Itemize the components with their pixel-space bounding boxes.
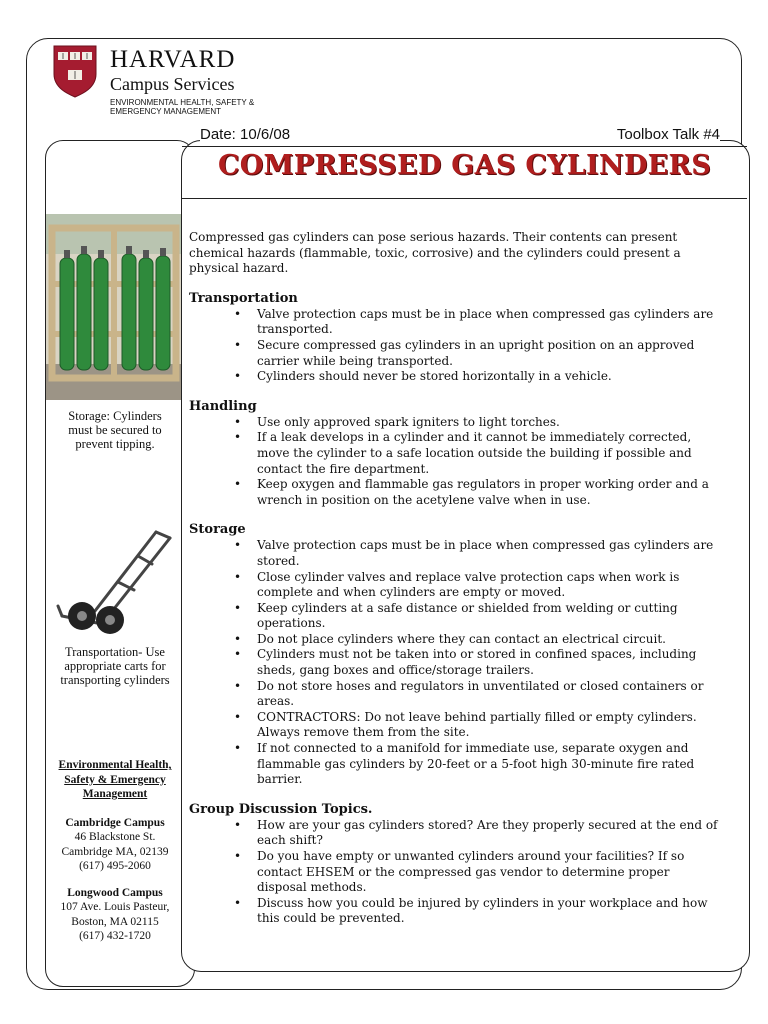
storage-photo-caption: Storage: Cylinders must be secured to prevent tipping. xyxy=(68,409,162,451)
harvard-shield-logo xyxy=(52,44,98,98)
list-item: • Do not store hoses and regulators in unventilated or closed containers or areas. xyxy=(257,679,719,710)
org-name: Environmental Health, Safety & Emergency Management xyxy=(58,759,172,800)
sections xyxy=(189,291,719,927)
body-text xyxy=(189,230,719,927)
campus-name-longwood: Longwood Campus xyxy=(67,886,163,899)
campus-phone-longwood[interactable]: (617) 432-1720 xyxy=(79,930,151,942)
list-item: • How are your gas cylinders stored? Are they properly secured at the end of each shift? xyxy=(257,818,719,849)
list-item: • CONTRACTORS: Do not leave behind partially filled or empty cylinders. Always remove them from the site. xyxy=(257,710,719,741)
list-item: • If a leak develops in a cylinder and it cannot be immediately corrected, move the cylinder to a safe location outside the building if possible and contact the fire department. xyxy=(257,430,719,477)
dept-line-2: EMERGENCY MANAGEMENT xyxy=(110,107,221,116)
section-list xyxy=(189,415,719,509)
list-item: • Discuss how you could be injured by cylinders in your workplace and how this could be prevented. xyxy=(257,896,719,927)
list-item: • Keep cylinders at a safe distance or shielded from welding or cutting operations. xyxy=(257,601,719,632)
brand-subtitle: Campus Services xyxy=(110,74,235,94)
contact-block xyxy=(48,758,182,944)
campus-city-cambridge: Cambridge MA, 02139 xyxy=(61,845,169,858)
list-item: • Use only approved spark igniters to light torches. xyxy=(257,415,719,431)
section-heading: Transportation xyxy=(189,290,298,306)
list-item: • Cylinders should never be stored horizontally in a vehicle. xyxy=(257,369,719,385)
section-heading: Group Discussion Topics. xyxy=(189,801,373,817)
section-heading: Storage xyxy=(189,522,246,538)
list-item: • Do not place cylinders where they can contact an electrical circuit. xyxy=(257,632,719,648)
brand-department xyxy=(110,98,254,116)
campus-phone-cambridge[interactable]: (617) 495-2060 xyxy=(79,860,151,872)
list-item: • Do you have empty or unwanted cylinders around your facilities? If so contact EHSEM or the compressed gas vendor to determine proper disposal methods. xyxy=(257,849,719,896)
brand-name: HARVARD xyxy=(110,46,236,73)
dept-line-1: ENVIRONMENTAL HEALTH, SAFETY & xyxy=(110,98,255,107)
list-item: • Valve protection caps must be in place when compressed gas cylinders are transported. xyxy=(257,307,719,338)
list-item: • Valve protection caps must be in place when compressed gas cylinders are stored. xyxy=(257,538,719,569)
campus-address-cambridge: 46 Blackstone St. xyxy=(74,831,156,843)
title-rule-bottom xyxy=(182,198,747,199)
cylinder-storage-photo xyxy=(46,214,182,400)
talk-number: Toolbox Talk #4 xyxy=(616,126,720,143)
cart-image-caption: Transportation- Use appropriate carts for transporting cylinders xyxy=(60,645,170,687)
campus-address-longwood: 107 Ave. Louis Pasteur, xyxy=(60,901,170,913)
cylinder-cart-image xyxy=(52,520,177,638)
section-list xyxy=(189,538,719,788)
section-list xyxy=(189,818,719,927)
section-heading: Handling xyxy=(189,398,257,414)
campus-name-cambridge: Cambridge Campus xyxy=(65,816,165,829)
list-item: • Secure compressed gas cylinders in an upright position on an approved carrier while being transported. xyxy=(257,338,719,369)
list-item: • Keep oxygen and flammable gas regulators in proper working order and a wrench in position on the acetylene valve when in use. xyxy=(257,477,719,508)
campus-city-longwood: Boston, MA 02115 xyxy=(71,915,159,928)
title-rule-top xyxy=(182,146,747,147)
intro-paragraph: Compressed gas cylinders can pose serious hazards. Their contents can present chemical hazards (flammable, toxic, corrosive) and the cylinders could present a physical hazard. xyxy=(189,230,681,276)
date-line xyxy=(200,126,720,146)
section-list xyxy=(189,307,719,385)
list-item: • If not connected to a manifold for immediate use, separate oxygen and flammable gas cylinders by 20-feet or a 5-foot high 30-minute fire rated barrier. xyxy=(257,741,719,788)
talk-date: Date: 10/6/08 xyxy=(200,126,291,143)
page-title: COMPRESSED GAS CYLINDERS xyxy=(217,150,712,181)
list-item: • Cylinders must not be taken into or stored in confined spaces, including sheds, gang boxes and office/storage trailers. xyxy=(257,647,719,678)
list-item: • Close cylinder valves and replace valve protection caps when work is complete and when cylinders are empty or moved. xyxy=(257,570,719,601)
